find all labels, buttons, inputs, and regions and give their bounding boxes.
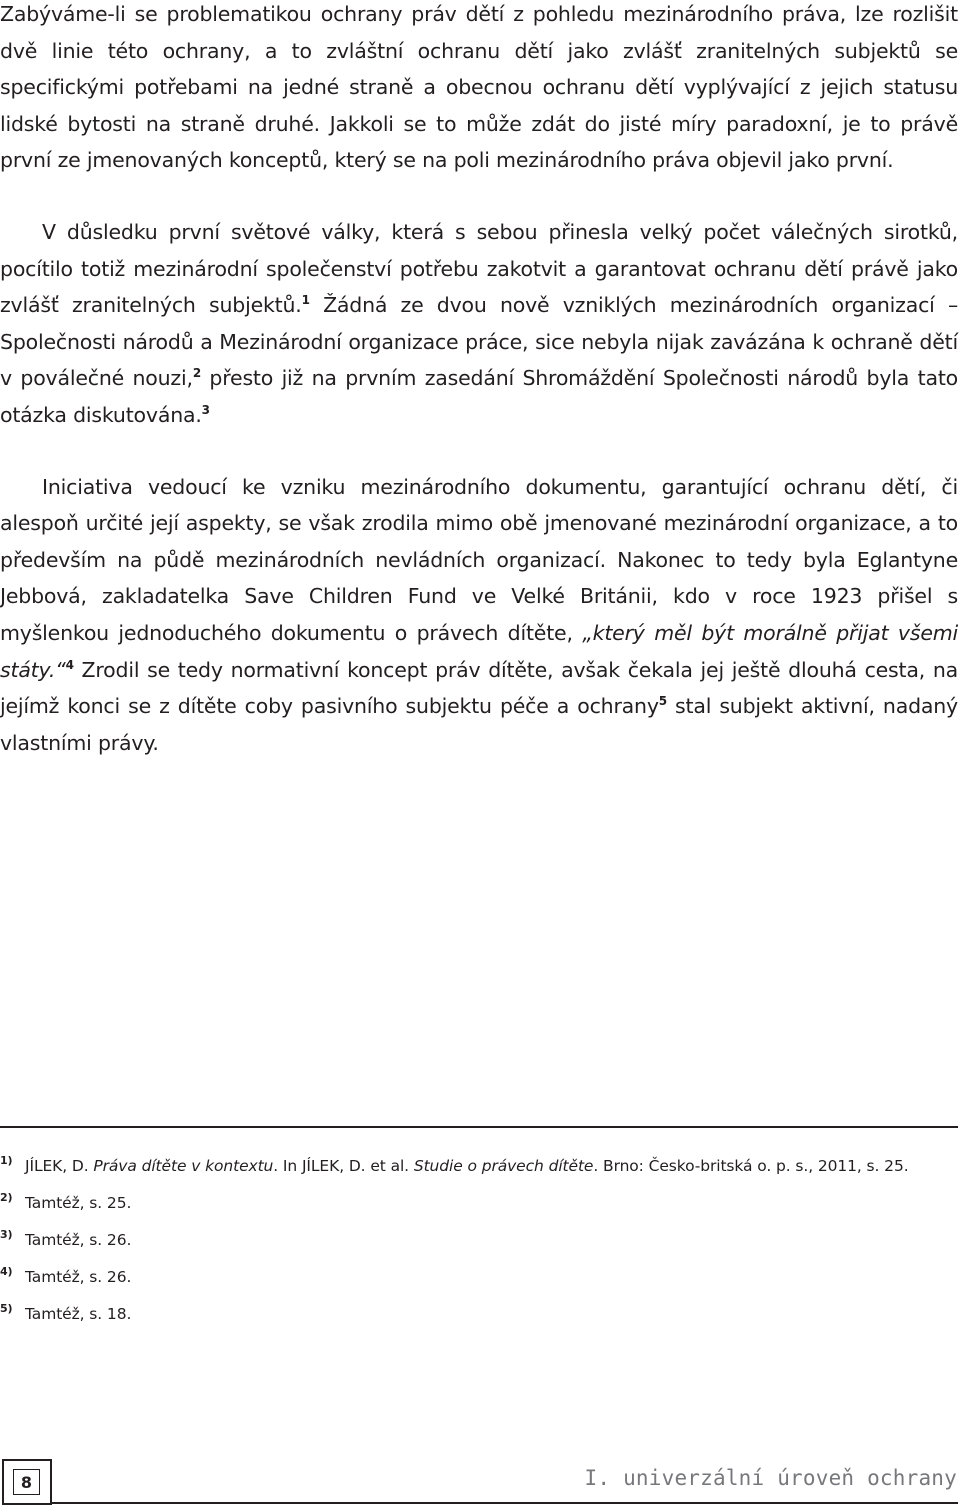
footnote-author: JÍLEK, D. — [25, 1157, 94, 1175]
paragraph-2-text-a: V důsledku první světové války, která s sebou přinesla velký počet válečných sirotků, pocítilo totiž mezinárodní společenství potřebu zakotvit a garantovat ochranu dětí právě jako zvlášť zranitelných subjektů. — [0, 219, 958, 318]
footnote-title: Práva dítěte v kontextu — [93, 1157, 274, 1175]
footnote-publisher: . Brno: Česko-britská o. p. s., 2011, s. 25. — [593, 1157, 909, 1175]
footnote-number: 4) — [0, 1265, 13, 1278]
paragraph-2-text-b: Žádná ze dvou nově vzniklých mezinárodních organizací – Společnosti národů a Mezinárodní organizace práce, sice nebyla nijak zavázána k ochraně dětí v poválečné nouzi, — [0, 293, 958, 391]
footnote-text: Tamtéž, s. 25. — [25, 1194, 132, 1212]
footnote-divider — [0, 1126, 958, 1128]
footnote-number: 5) — [0, 1302, 13, 1315]
footnote-ref-5[interactable]: 5 — [658, 694, 667, 709]
footnote-text: Tamtéž, s. 26. — [25, 1268, 132, 1286]
paragraph-2 — [0, 214, 958, 434]
footnote-5 — [0, 1299, 958, 1329]
footnote-book-title: Studie o právech dítěte — [413, 1157, 594, 1175]
paragraph-2-text-c: přesto již na prvním zasedání Shromáždění Společnosti národů byla tato otázka diskutována. — [0, 366, 958, 427]
footnote-2 — [0, 1188, 958, 1218]
chapter-title: I. univerzální úroveň ochrany — [584, 1466, 957, 1490]
footnote-3 — [0, 1225, 958, 1255]
paragraph-1 — [0, 0, 958, 179]
paragraph-3-text-b: Zrodil se tedy normativní koncept práv dítěte, avšak čekala jej ještě dlouhá cesta, na jejímž konci se z dítěte coby pasivního subjektu péče a ochrany — [0, 657, 958, 719]
paragraph-3-text-c: stal subjekt aktivní, nadaný vlastními právy. — [0, 694, 958, 755]
paragraph-1-text: Zabýváme-li se problematikou ochrany práv dětí z pohledu mezinárodního práva, lze rozlišit dvě linie této ochrany, a to zvláštní ochranu dětí jako zvlášť zranitelných subjektů se specifickými potřebami na jedné straně a obecnou ochranu dětí vyplývající z jejich statusu lidské bytosti na straně druhé. Jakkoli se to může zdát do jisté míry paradoxní, je to právě první ze jmenovaných konceptů, který se na poli mezinárodního práva objevil jako první. — [0, 2, 958, 173]
footnote-number: 3) — [0, 1228, 13, 1241]
footer-divider — [52, 1502, 958, 1504]
footnote-ref-4[interactable]: 4 — [65, 657, 74, 672]
footnote-text: Tamtéž, s. 26. — [25, 1231, 132, 1249]
paragraph-3-quote: „který měl být morálně přijat všemi státy.“ — [0, 620, 958, 682]
footnote-4 — [0, 1262, 958, 1292]
page-number: 8 — [13, 1469, 40, 1495]
footnote-ref-2[interactable]: 2 — [192, 366, 201, 381]
footnote-text — [25, 1151, 958, 1181]
footnote-ref-3[interactable]: 3 — [201, 403, 210, 418]
footnote-number: 1) — [0, 1154, 13, 1167]
paragraph-3 — [0, 469, 958, 762]
footnote-source: . In JÍLEK, D. et al. — [273, 1157, 414, 1175]
footnote-text: Tamtéž, s. 18. — [25, 1305, 132, 1323]
paragraph-3-text-a: Iniciativa vedoucí ke vzniku mezinárodního dokumentu, garantující ochranu dětí, či alespoň určité její aspekty, se však zrodila mimo obě jmenované mezinárodní organizace, a to především na půdě mezinárodních nevládních organizací. Nakonec to tedy byla Eglantyne Jebbová, zakladatelka Save Children Fund ve Velké Británii, kdo v roce 1923 přišel s myšlenkou jednoduchého dokumentu o právech dítěte, — [0, 474, 958, 645]
footnote-number: 2) — [0, 1191, 13, 1204]
footnote-1 — [0, 1151, 958, 1181]
footnotes — [0, 1151, 958, 1336]
footnote-ref-1[interactable]: 1 — [301, 293, 310, 308]
